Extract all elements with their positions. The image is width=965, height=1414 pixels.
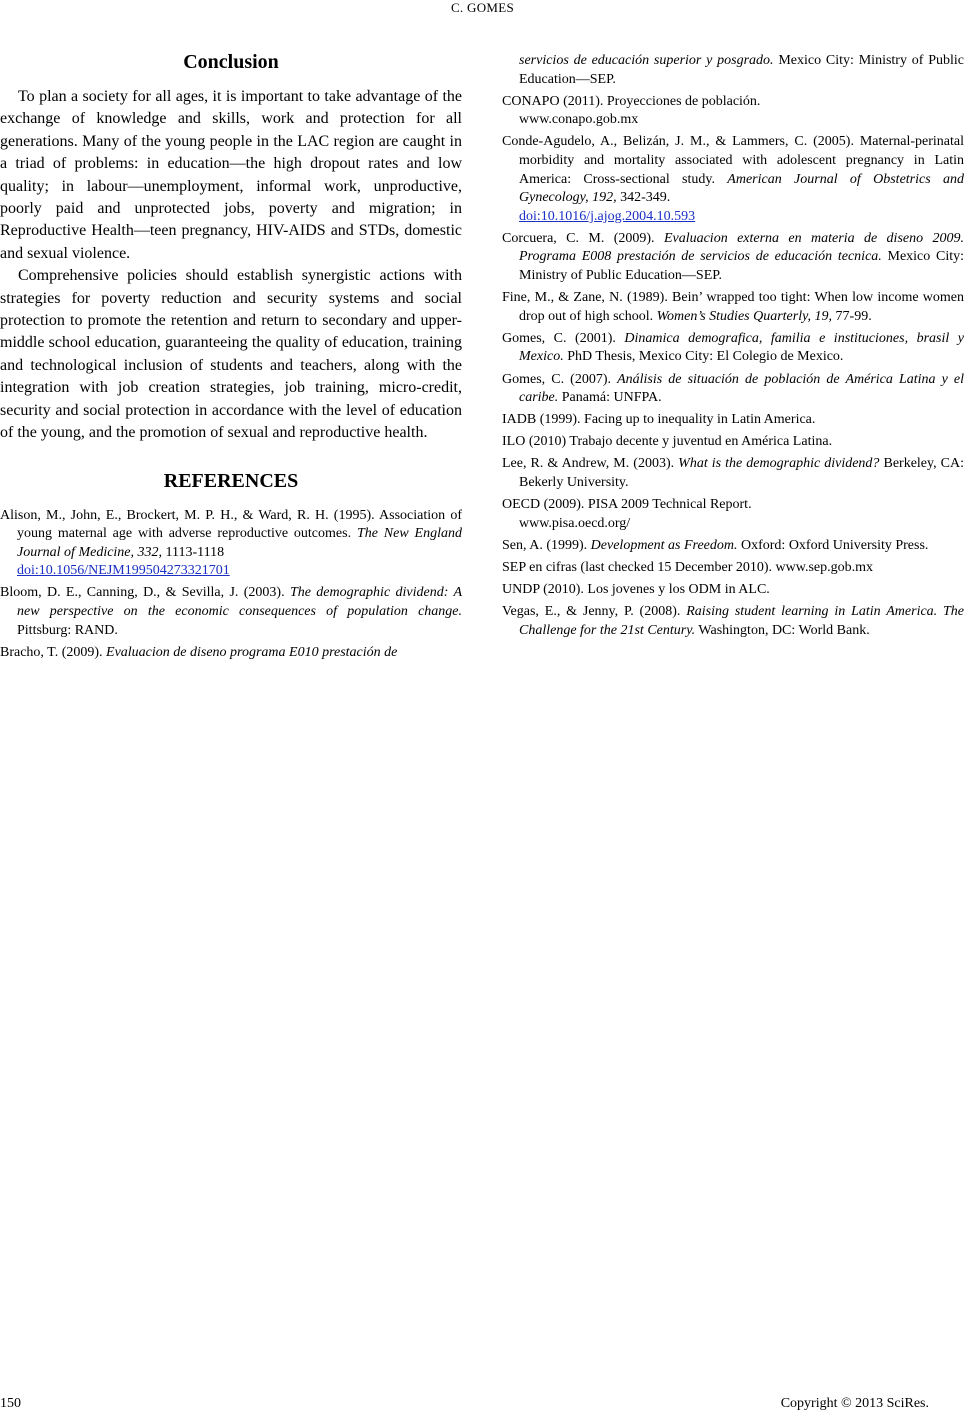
reference-source: PhD Thesis, Mexico City: El Colegio de Mexico. [563, 349, 844, 365]
page-number: 150 [0, 1396, 21, 1411]
reference-source: Oxford: Oxford University Press. [737, 537, 929, 553]
reference-item [502, 330, 964, 367]
reference-item [0, 644, 462, 663]
reference-text: Alison, M., John, E., Brockert, M. P. H., & Ward, R. H. (1995). Association of young maternal age with adverse reproductive outcomes. [0, 507, 462, 542]
reference-title: Evaluacion de diseno programa E010 prestación de [106, 644, 398, 660]
reference-item [502, 603, 964, 640]
reference-title: What is the demographic dividend? [678, 456, 880, 472]
references-heading: REFERENCES [163, 469, 299, 492]
reference-doi-link[interactable]: doi:10.1016/j.ajog.2004.10.593 [519, 208, 696, 224]
reference-item [0, 584, 462, 640]
reference-doi-link[interactable]: doi:10.1056/NEJM199504273321701 [17, 563, 230, 579]
reference-text: Gomes, C. (2001). [502, 330, 625, 346]
reference-text: Bloom, D. E., Canning, D., & Sevilla, J. (2003). [0, 585, 290, 601]
reference-title: Dinamica demografica, familia e instituciones, brasil y Mexico. [519, 330, 964, 365]
reference-title: The New England Journal of Medicine, 332, [17, 526, 462, 560]
reference-text: ILO (2010) Trabajo decente y juventud en América Latina. [502, 434, 833, 450]
reference-title: Análisis de situación de población de América Latina y el caribe. [519, 371, 965, 406]
reference-title: Development as Freedom. [590, 537, 738, 553]
reference-title: The demographic dividend: A new perspective on the economic consequences of population change. [17, 585, 462, 619]
reference-item [502, 93, 964, 130]
reference-source: Washington, DC: World Bank. [695, 622, 870, 638]
reference-text: IADB (1999). Facing up to inequality in Latin America. [502, 412, 816, 428]
reference-text: Lee, R. & Andrew, M. (2003). [502, 456, 679, 472]
reference-text: Fine, M., & Zane, N. (1989). Bein’ wrapped too tight: When low income women drop out of high school. [502, 290, 964, 324]
reference-item [502, 537, 964, 556]
reference-title: Raising student learning in Latin America. The Challenge for the 21st Century. [519, 604, 965, 638]
reference-text: Vegas, E., & Jenny, P. (2008). [502, 604, 687, 620]
reference-item [502, 581, 964, 600]
conclusion-heading: Conclusion [183, 51, 279, 73]
reference-title: American Journal of Obstetrics and Gynecology, 192, [519, 171, 964, 206]
reference-text: Conde-Agudelo, A., Belizán, J. M., & Lammers, C. (2005). Maternal-perinatal morbidity and mortality associated with adolescent pregnancy in Latin America: Cross-sectional study. [502, 134, 964, 187]
left-column [0, 48, 462, 666]
reference-source: Pittsburg: RAND. [17, 622, 118, 638]
reference-item [502, 371, 964, 408]
reference-source: 1113-1118 [162, 544, 225, 560]
reference-source: Berkeley, CA: Bekerly University. [519, 456, 964, 490]
reference-source: Panamá: UNFPA. [558, 390, 662, 406]
reference-title: Evaluacion externa en materia de diseno 2009. Programa E008 prestación de servicios de educación tecnica. [519, 230, 964, 265]
reference-item [502, 230, 964, 286]
reference-title: servicios de educación superior y posgrado. [519, 53, 774, 68]
reference-url: www.conapo.gob.mx [519, 112, 639, 128]
reference-item [502, 52, 964, 89]
reference-item [502, 496, 964, 533]
reference-text: Bracho, T. (2009). [0, 644, 107, 660]
reference-text: Gomes, C. (2007). [502, 371, 618, 387]
reference-text: Sen, A. (1999). [502, 537, 591, 553]
conclusion-paragraph-2: Comprehensive policies should establish synergistic actions with strategies for poverty reduction and security systems and social protection to promote the retention and return to secondary and upper-middle school education, guaranteeing the quality of education, training and technological inclusion of students and teachers, along with the integration with job creation strategies, job training, micro-credit, security and social protection in accordance with the level of education of the young, and the promotion of sexual and reproductive health. [0, 267, 462, 442]
references-list-right [502, 52, 964, 640]
copyright-notice: Copyright © 2013 SciRes. [780, 1396, 929, 1411]
reference-item [502, 433, 964, 452]
reference-title: Women’s Studies Quarterly, 19, [656, 308, 833, 324]
conclusion-paragraph-1: To plan a society for all ages, it is important to take advantage of the exchange of knowledge and skills, work and protection for all generations. Many of the young people in the LAC region are caught in a triad of problems: in education—the high dropout rates and low quality; in labour—unemployment, informal work, unproductive, poorly paid and unprotected jobs, poverty and migration; in Reproductive Health—teen pregnancy, HIV-AIDS and STDs, domestic and sexual violence. [0, 88, 462, 262]
reference-item [502, 289, 964, 326]
right-column [502, 52, 964, 644]
reference-text: CONAPO (2011). Proyecciones de población. [502, 93, 761, 109]
reference-item [502, 133, 964, 226]
reference-item [502, 559, 964, 578]
reference-url: www.pisa.oecd.org/ [519, 515, 631, 531]
reference-item [502, 455, 964, 492]
reference-source: 342-349. [616, 190, 671, 206]
reference-source: Mexico City: Ministry of Public Education—SEP. [519, 249, 964, 284]
reference-source: Mexico City: Ministry of Public Education—SEP. [519, 53, 964, 87]
reference-text: OECD (2009). PISA 2009 Technical Report. [502, 497, 752, 513]
reference-text: UNDP (2010). Los jovenes y los ODM in ALC. [502, 581, 770, 597]
reference-text: Corcuera, C. M. (2009). [502, 230, 664, 246]
reference-source: 77-99. [832, 308, 872, 324]
reference-item [0, 507, 462, 581]
references-list-left [0, 507, 462, 663]
reference-text: SEP en cifras (last checked 15 December 2010). www.sep.gob.mx [502, 559, 874, 575]
reference-item [502, 411, 964, 430]
running-head: C. GOMES [450, 0, 515, 15]
